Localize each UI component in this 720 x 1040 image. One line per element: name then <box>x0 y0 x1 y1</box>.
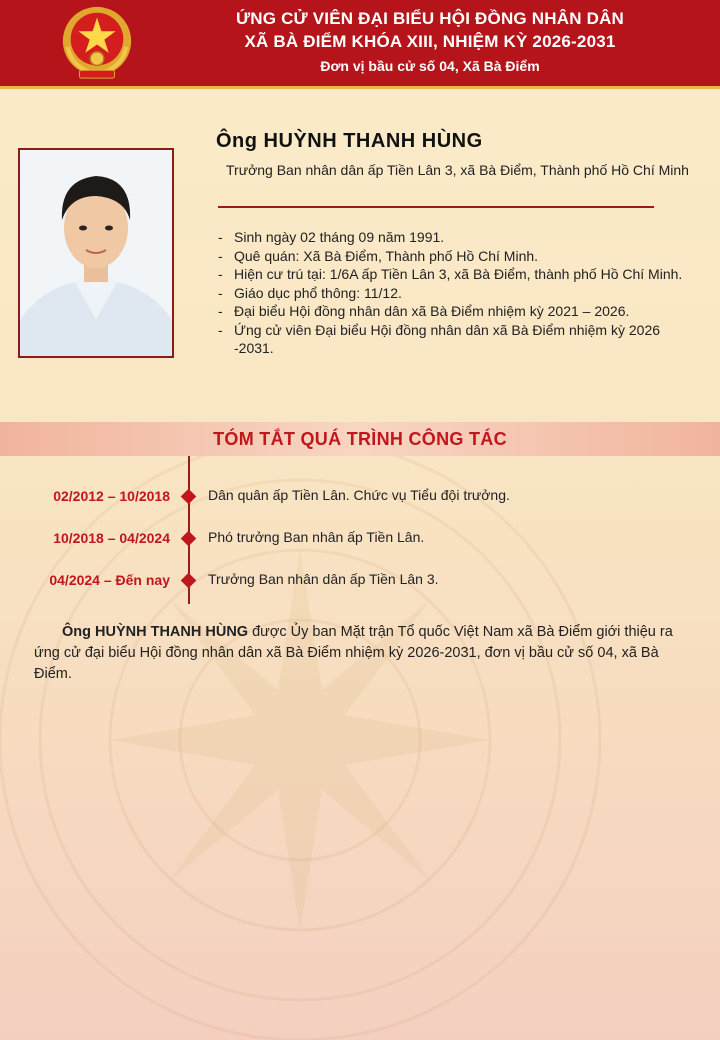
header-title-line-1: ỨNG CỬ VIÊN ĐẠI BIỂU HỘI ĐỒNG NHÂN DÂN <box>235 9 625 28</box>
name-divider <box>218 206 654 208</box>
nomination-summary <box>34 622 694 685</box>
summary-text: được Ủy ban Mặt trận Tổ quốc Việt Nam xã Bà Điểm giới thiệu ra ứng cử đại biểu Hội đồng nhân dân xã Bà Điểm nhiệm kỳ 2026-2031, đơn vị bầu cử số 04, xã Bà Điểm. <box>34 624 673 682</box>
bio-item-residence: - Hiện cư trú tại: 1/6A ấp Tiền Lân 3, xã Bà Điểm, thành phố Hồ Chí Minh. <box>216 265 696 284</box>
timeline-text-1: Dân quân ấp Tiền Lân. Chức vụ Tiểu đội trưởng. <box>208 487 510 503</box>
header-subtitle: Đơn vị bầu cử số 04, Xã Bà Điểm <box>320 58 540 74</box>
section-title: TÓM TẮT QUÁ TRÌNH CÔNG TÁC <box>213 429 507 449</box>
candidate-bio-list <box>216 228 696 358</box>
timeline-text-2: Phó trưởng Ban nhân ấp Tiền Lân. <box>208 529 425 545</box>
timeline-date-2: 10/2018 – 04/2024 <box>53 530 170 546</box>
bio-item-hometown: - Quê quán: Xã Bà Điểm, Thành phố Hồ Chí Minh. <box>216 247 696 266</box>
summary-candidate-name: Ông HUỲNH THANH HÙNG <box>62 624 249 640</box>
candidate-position: Trưởng Ban nhân dân ấp Tiền Lân 3, xã Bà Điểm, Thành phố Hồ Chí Minh <box>226 162 689 178</box>
vietnam-national-emblem-icon <box>58 4 136 82</box>
header-banner <box>0 0 720 86</box>
header-title-line-2: XÃ BÀ ĐIỂM KHÓA XIII, NHIỆM KỲ 2026-2031 <box>244 32 616 51</box>
timeline-date-1: 02/2012 – 10/2018 <box>53 488 170 504</box>
bio-item-birthdate: - Sinh ngày 02 tháng 09 năm 1991. <box>216 228 696 247</box>
timeline-date-3: 04/2024 – Đến nay <box>49 572 170 588</box>
bio-item-candidacy: - Ứng cử viên Đại biểu Hội đồng nhân dân xã Bà Điểm nhiệm kỳ 2026 -2031. <box>216 321 696 358</box>
header-gold-divider <box>0 86 720 89</box>
candidate-name: Ông HUỲNH THANH HÙNG <box>216 130 483 152</box>
candidate-portrait <box>18 148 174 358</box>
bio-item-current-term: - Đại biểu Hội đồng nhân dân xã Bà Điểm nhiệm kỳ 2021 – 2026. <box>216 302 696 321</box>
bio-item-education: - Giáo dục phổ thông: 11/12. <box>216 284 696 303</box>
timeline-text-3: Trưởng Ban nhân dân ấp Tiền Lân 3. <box>208 571 439 587</box>
